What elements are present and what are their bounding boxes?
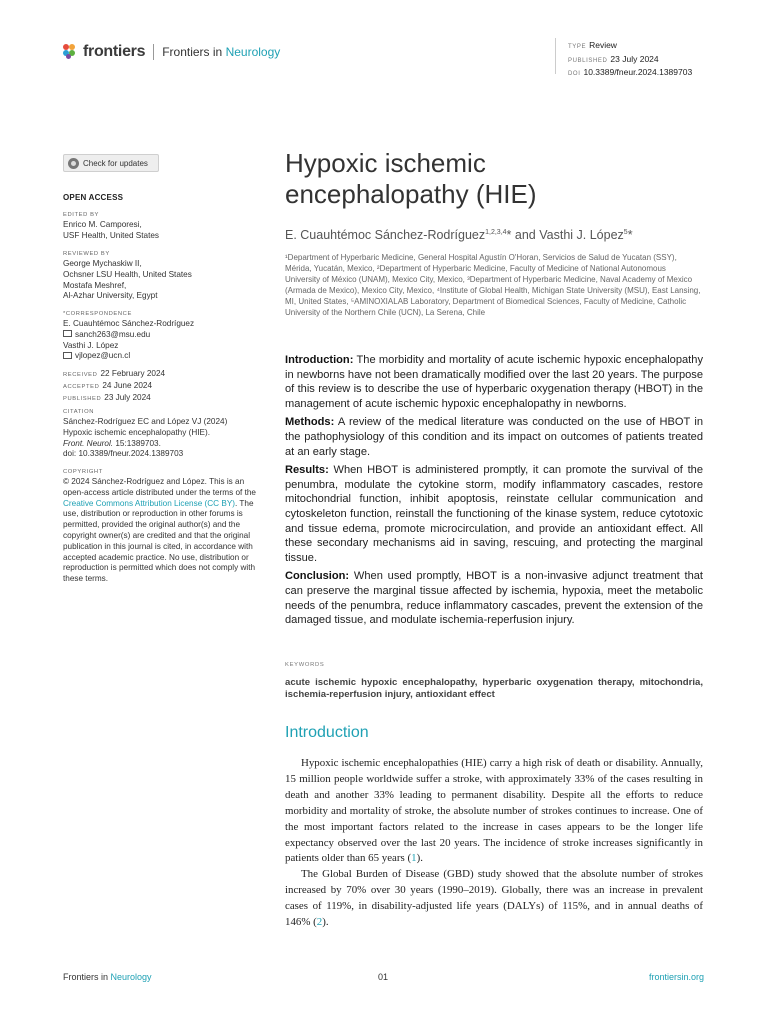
meta-divider [555,38,556,74]
article-meta: TYPE Review PUBLISHED 23 July 2024 DOI 10.3389/fneur.2024.1389703 [568,40,693,77]
footer-journal: Frontiers in Neurology [63,972,152,982]
open-access-label: OPEN ACCESS [63,193,124,202]
brand-name: frontiers [83,43,146,60]
citation: CITATION Sánchez-Rodríguez EC and López VJ (2024) Hypoxic ischemic encephalopathy (HIE). Front. Neurol. 15:1389703. doi: 10.3389/fneur.2024.1389703 [63,408,263,460]
check-for-updates-button[interactable]: Check for updates [63,154,159,172]
mail-icon [63,352,72,359]
section-heading-introduction: Introduction [285,724,369,741]
author-link[interactable]: Vasthi J. López [539,228,624,242]
body-text [285,756,703,931]
abstract: Introduction: The morbidity and mortality of acute ischemic hypoxic encephalopathy in newborns have not been dramatically modified over the last 20 years. The purpose of this review is to describe the use of hyperbaric oxygenation therapy (HBOT) in the management of acute ischemic hypoxic encephalopathy in newborns. Methods: A review of the medical literature was conducted on the use of HBOT in the pathophysiology of this condition and its impact on outcomes of patients treated at an early stage. Results: When HBOT is administered promptly, it can promote the survival of the penumbra, modulate the cytokine storm, modify inflammatory cascades, restore mitochondrial function, inhibit apoptosis, reinstate cellular communication and cytoskeleton function, reinstall the functioning of the kinase system, reduce cytotoxic and tissue edema, promote microcirculation, and provide an antioxidant effect. All these secondary mechanisms aid in saving, rescuing, and protecting the marginal tissue. Conclusion: When used promptly, HBOT is a non-invasive adjunct treatment that can preserve the marginal tissue affected by ischemia, hypoxia, meet the metabolic needs of the penumbra, reduce inflammatory cascades, prevent the extension of the damaged tissue, and modulate ischemia-reperfusion injury. [285,354,703,627]
author-link[interactable]: E. Cuauhtémoc Sánchez-Rodríguez [285,228,486,242]
email-link[interactable]: sanch263@msu.edu [75,329,151,339]
journal-name: Frontiers in Neurology [162,45,281,59]
citation-ref[interactable]: 1 [411,852,417,865]
license-link[interactable]: Creative Commons Attribution License (CC BY) [63,498,236,508]
reviewed-by: REVIEWED BY George Mychaskiw II, Ochsner LSU Health, United States Mostafa Meshref, Al-Azhar University, Egypt [63,251,192,301]
email-link[interactable]: vjlopez@ucn.cl [75,351,131,361]
dates: RECEIVED 22 February 2024 ACCEPTED 24 June 2024 PUBLISHED 23 July 2024 [63,369,166,402]
doi-link[interactable]: 10.3389/fneur.2024.1389703 [583,67,693,77]
divider [153,44,154,60]
keywords-label: KEYWORDS [285,662,325,668]
footer-site-link[interactable]: frontiersin.org [648,972,704,982]
paragraph: The Global Burden of Disease (GBD) study showed that the absolute number of strokes increased by 70% over 30 years (1990–2019). Globally, there was an increase in prevalent cases of 119%, in disability-adjusted life years (DALYs) of 115%, and in annual deaths of 146% (2). [285,868,703,929]
keywords: acute ischemic hypoxic encephalopathy, hyperbaric oxygenation therapy, mitochondria, ischemia-reperfusion injury, antioxidant effect [285,677,703,701]
copyright: COPYRIGHT © 2024 Sánchez-Rodríguez and López. This is an open-access article distributed under the terms of the Creative Commons Attribution License (CC BY). The use, distribution or reproduction in other forums is permitted, provided the original author(s) and the copyright owner(s) are credited and that the original publication in this journal is cited, in accordance with accepted academic practice. No use, distribution or reproduction is permitted which does not comply with these terms. [63,469,256,584]
published-date: 23 July 2024 [610,53,659,64]
affiliations: ¹Department of Hyperbaric Medicine, General Hospital Agustín O'Horan, Servicios de Salud de Yucatan (SSY), Mérida, Yucatán, Mexico, ²Department of Hyperbaric Medicine, Faculty of Medicine of National Autonomous University of México (UNAM), Mexico City, Mexico, ³Department of Hyperbaric Medicine, Naval Academy of Mexico (Armada de Mexico), Mexico City, Mexico, ⁴Institute of Global Health, Michigan State University (MSU), East Lansing, MI, United States, ⁵AMINOXIALAB Laboratory, Department of Biomedical Sciences, Faculty of Medicine, Catholic University of the Northern Chile (UCN), La Serena, Chile [285,253,701,317]
citation-doi[interactable]: doi: 10.3389/fneur.2024.1389703 [63,449,184,459]
article-type: Review [589,40,617,50]
citation-ref[interactable]: 2 [316,916,323,929]
frontiers-logo-icon [63,44,79,60]
article-title: Hypoxic ischemic encephalopathy (HIE) [285,148,537,209]
page-number: 01 [378,972,389,982]
paragraph: Hypoxic ischemic encephalopathies (HIE) carry a high risk of death or disability. Annually, 15 million people worldwide suffer a stroke, with approximately 33% of the cases resulting in death and another 33% leading to permanent disability. Despite all the efforts to reduce morbidity and mortality of stroke, the absolute number of strokes continues to increase. One of the most important factors related to the increase in cases appears to be the longer life expectancy observed over the last 20 years. The incidence of stroke increases significantly in patients older than 65 years (1). [285,757,703,865]
edited-by: EDITED BY Enrico M. Camporesi, USF Health, United States [63,212,160,240]
author-list: E. Cuauhtémoc Sánchez-Rodríguez$^{1,2,3,4}$* and Vasthi J. López$^5$* [285,228,633,242]
correspondence: *CORRESPONDENCE E. Cuauhtémoc Sánchez-Rodríguez sanch263@msu.edu Vasthi J. López vjlopez@ucn.cl [63,311,195,361]
check-updates-icon [68,158,79,169]
mail-icon [63,330,72,337]
frontiers-logo[interactable] [63,43,280,61]
